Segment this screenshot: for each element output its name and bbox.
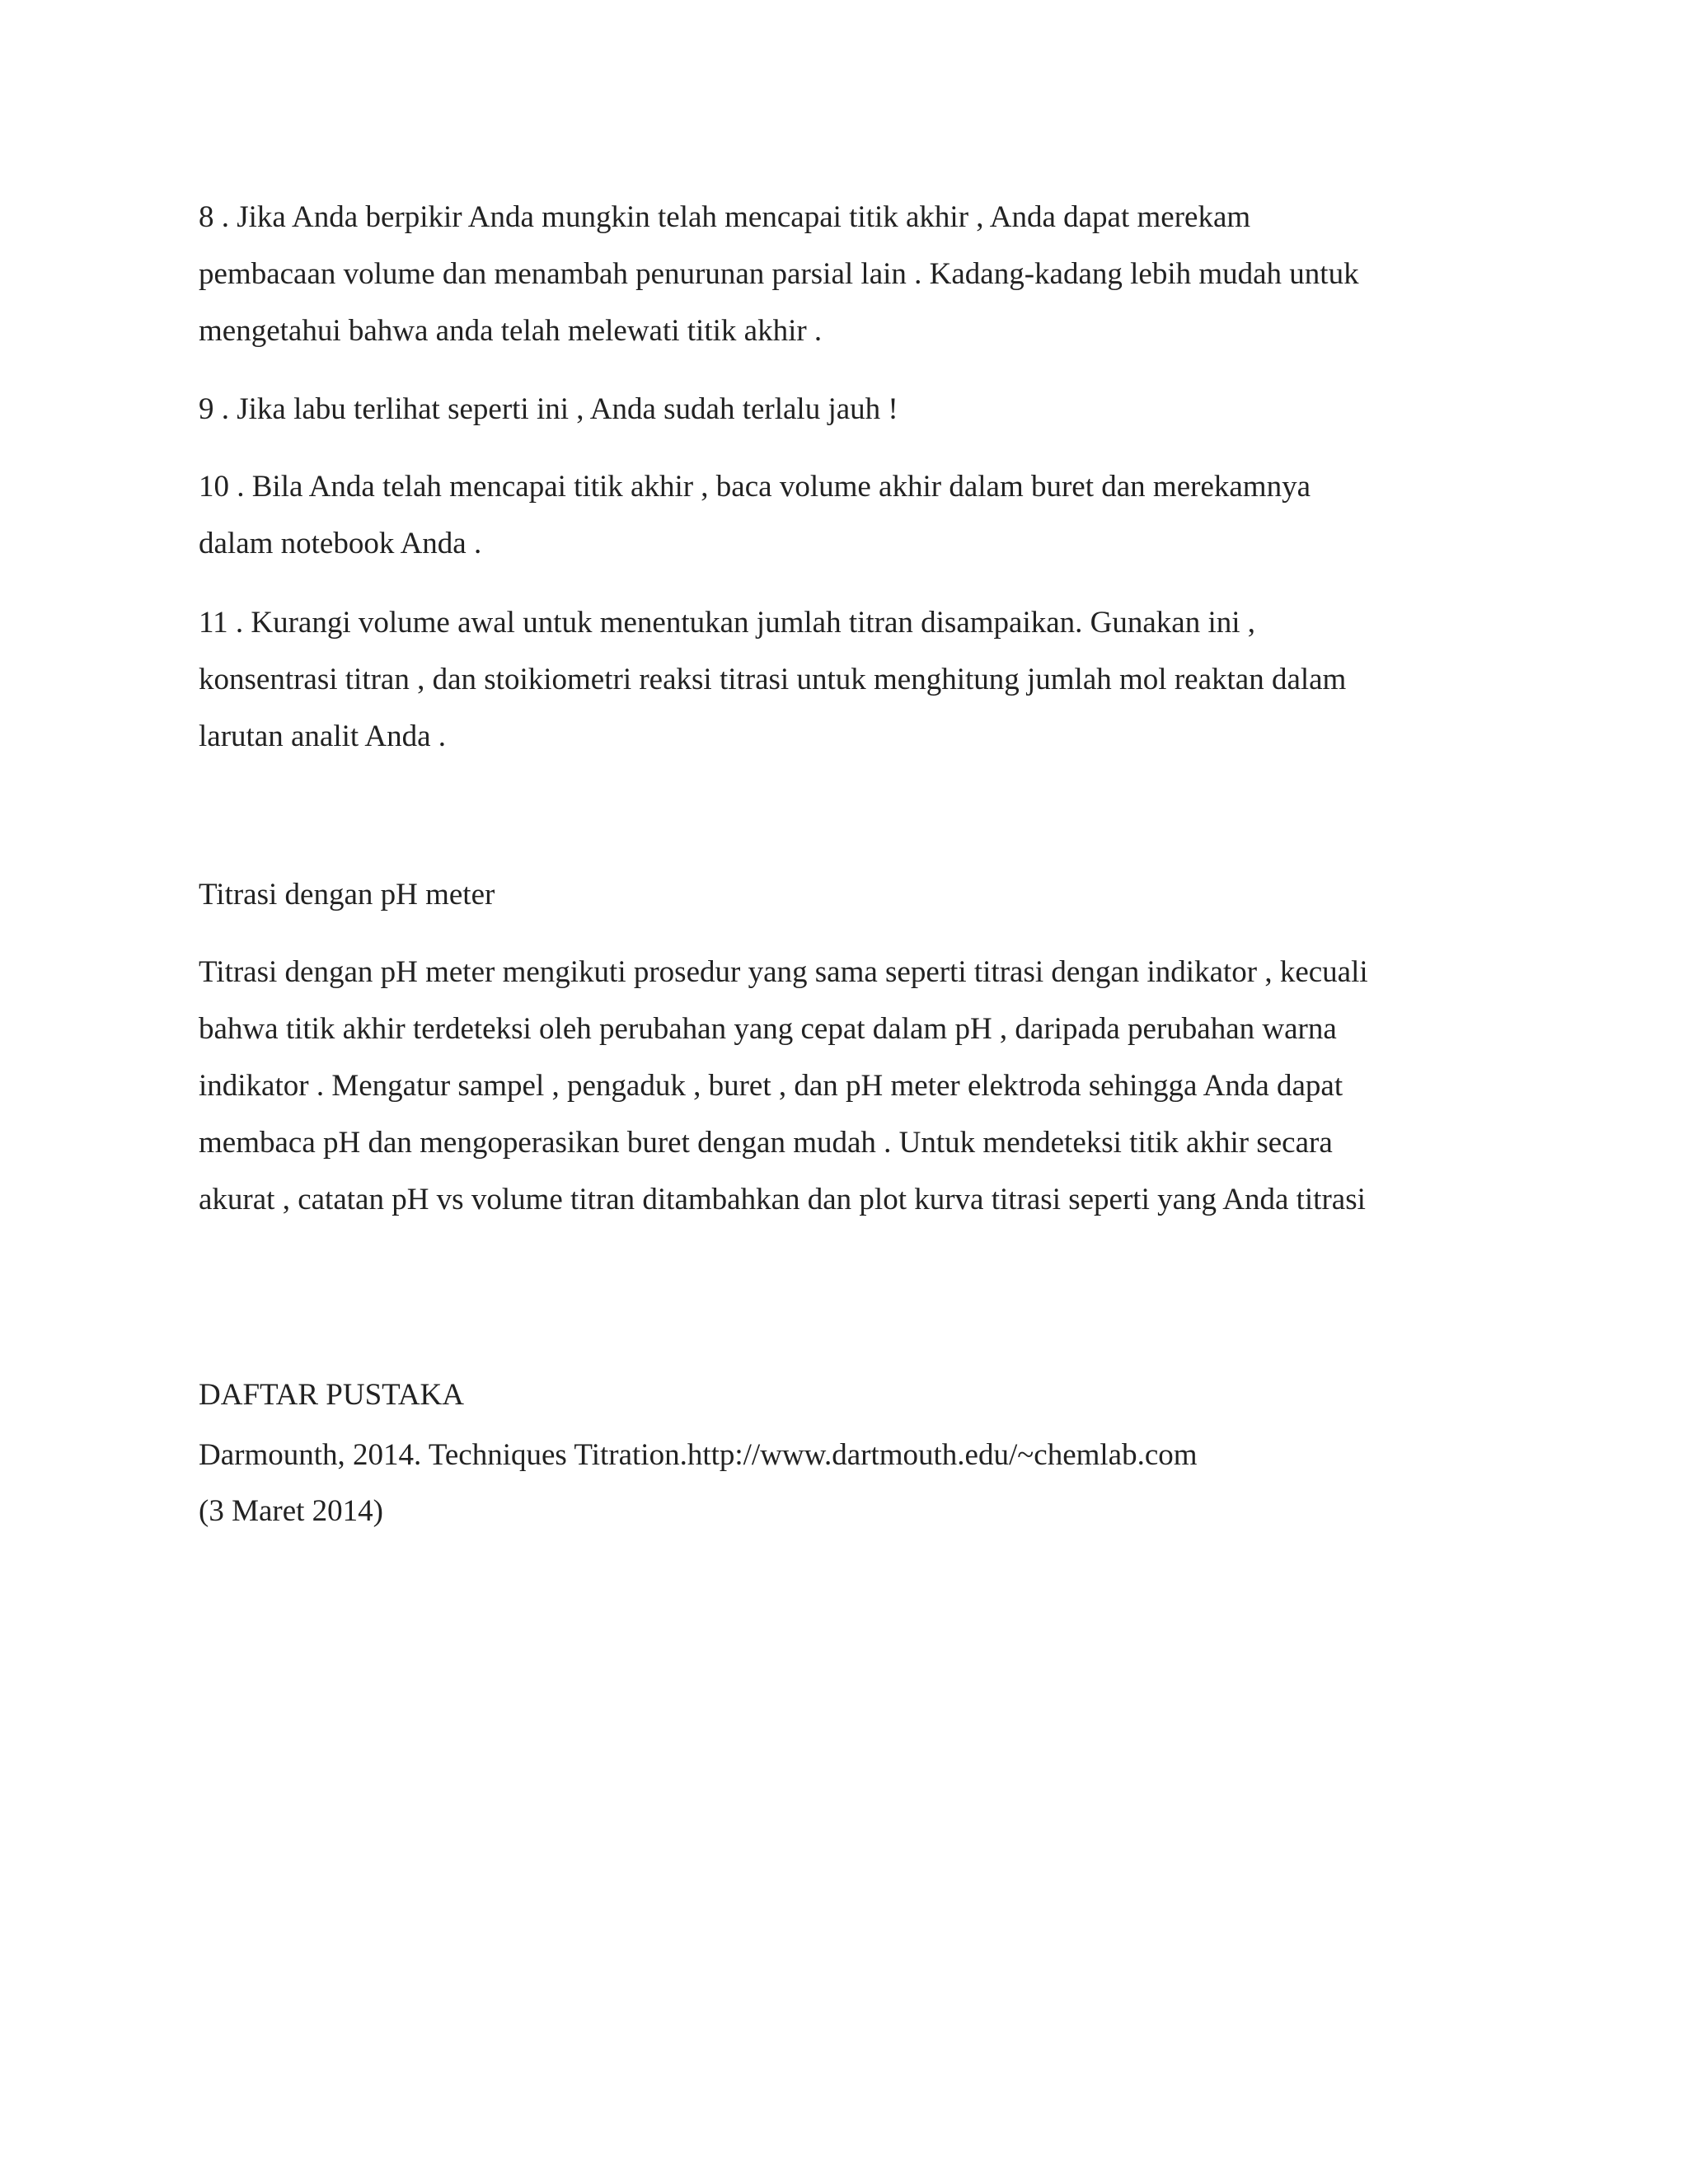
step-9-line: 9 . Jika labu terlihat seperti ini , Anda sudah terlalu jauh !	[199, 392, 898, 426]
step-8-paragraph	[199, 189, 1484, 359]
ph-meter-line: bahwa titik akhir terdeteksi oleh perubahan yang cepat dalam pH , daripada perubahan warna	[199, 1012, 1337, 1046]
ph-meter-paragraph	[199, 944, 1484, 1228]
reference-citation: Darmounth, 2014. Techniques Titration.http://www.dartmouth.edu/~chemlab.com	[199, 1438, 1198, 1472]
step-9-paragraph	[199, 381, 1484, 438]
ph-meter-line: akurat , catatan pH vs volume titran ditambahkan dan plot kurva titrasi seperti yang Anda titrasi	[199, 1183, 1366, 1216]
step-10-line: 10 . Bila Anda telah mencapai titik akhir , baca volume akhir dalam buret dan merekamnya	[199, 470, 1311, 504]
ph-meter-line: membaca pH dan mengoperasikan buret dengan mudah . Untuk mendeteksi titik akhir secara	[199, 1126, 1333, 1160]
reference-entry	[199, 1427, 1484, 1483]
step-11-line: 11 . Kurangi volume awal untuk menentukan jumlah titran disampaikan. Gunakan ini ,	[199, 606, 1256, 640]
ph-meter-line: indikator . Mengatur sampel , pengaduk , buret , dan pH meter elektroda sehingga Anda dapat	[199, 1069, 1343, 1103]
step-8-line: 8 . Jika Anda berpikir Anda mungkin telah mencapai titik akhir , Anda dapat merekam	[199, 200, 1251, 234]
step-10-paragraph	[199, 458, 1484, 572]
section-heading-text: Titrasi dengan pH meter	[199, 878, 495, 912]
section-heading-ph-meter	[199, 866, 1484, 923]
step-11-line: larutan analit Anda .	[199, 719, 447, 753]
step-11-paragraph	[199, 594, 1484, 765]
references-heading	[199, 1366, 1484, 1423]
reference-date	[199, 1483, 1484, 1540]
ph-meter-line: Titrasi dengan pH meter mengikuti prosedur yang sama seperti titrasi dengan indikator , kecuali	[199, 955, 1368, 989]
step-8-line: mengetahui bahwa anda telah melewati titik akhir .	[199, 314, 823, 348]
step-11-line: konsentrasi titran , dan stoikiometri reaksi titrasi untuk menghitung jumlah mol reaktan dalam	[199, 663, 1347, 696]
reference-access-date: (3 Maret 2014)	[199, 1494, 383, 1528]
references-heading-text: DAFTAR PUSTAKA	[199, 1378, 464, 1412]
step-10-line: dalam notebook Anda .	[199, 527, 482, 560]
step-8-line: pembacaan volume dan menambah penurunan parsial lain . Kadang-kadang lebih mudah untuk	[199, 257, 1359, 291]
